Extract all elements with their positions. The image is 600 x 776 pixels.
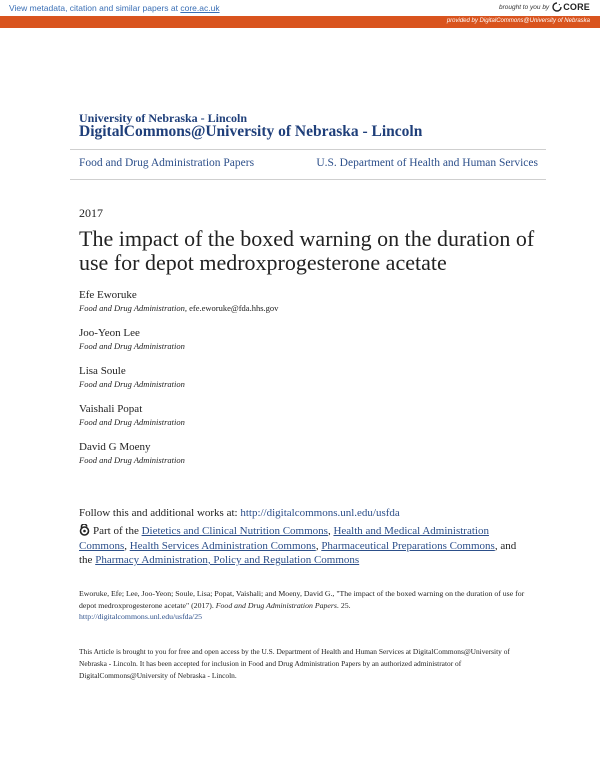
core-provided-bar xyxy=(0,16,600,28)
follow-text: Follow this and additional works at: xyxy=(79,507,241,519)
core-link-site: core.ac.uk xyxy=(180,3,220,13)
author-affiliation: Food and Drug Administration, efe.eworuke@fda.hhs.gov xyxy=(79,303,279,313)
author-affiliation: Food and Drug Administration xyxy=(79,455,185,465)
commons-link[interactable]: Pharmacy Administration, Policy and Regulation Commons xyxy=(95,554,360,566)
core-logo-text: CORE xyxy=(563,2,590,12)
core-logo-icon xyxy=(552,2,562,12)
core-logo[interactable] xyxy=(552,2,590,12)
core-link-prefix: View metadata, citation and similar papers at xyxy=(9,3,181,13)
author-name[interactable]: Joo-Yeon Lee xyxy=(79,327,140,339)
institution-name: University of Nebraska - Lincoln xyxy=(79,111,247,125)
provided-by-text: provided by DigitalCommons@University of Nebraska xyxy=(446,17,590,24)
publication-year: 2017 xyxy=(79,206,103,220)
commons-link[interactable]: Health and Medical Administration Commons xyxy=(79,525,489,552)
author-item xyxy=(79,403,549,441)
part-of-commons: Part of the Dietetics and Clinical Nutrition Commons, Health and Medical Administration Commons, Health Services Administration Commons, Pharmaceutical Preparations Commons, and the Pharmacy Administration, Policy and Regulation Commons xyxy=(79,525,517,566)
citation-url-link[interactable]: http://digitalcommons.unl.edu/usfda/25 xyxy=(79,612,203,621)
author-name[interactable]: David G Moeny xyxy=(79,441,151,453)
core-banner xyxy=(0,0,600,28)
author-list xyxy=(79,289,549,479)
open-access-icon xyxy=(79,524,90,536)
citation-text: Eworuke, Efe; Lee, Joo-Yeon; Soule, Lisa; Popat, Vaishali; and Moeny, David G., "The impact of the boxed warning on the duration of use for depot medroxprogesterone acetate" (2017). xyxy=(79,589,525,610)
citation-journal: Food and Drug Administration Papers xyxy=(215,600,337,610)
commons-link[interactable]: Health Services Administration Commons xyxy=(129,539,316,552)
author-affiliation: Food and Drug Administration xyxy=(79,379,185,389)
author-item xyxy=(79,365,549,403)
part-prefix: Part of the xyxy=(93,525,142,537)
commons-link[interactable]: Dietetics and Clinical Nutrition Commons xyxy=(141,525,328,537)
core-top-bar xyxy=(0,0,600,16)
access-notice: This Article is brought to you for free and open access by the U.S. Department of Health and Human Services at DigitalCommons@University of Nebraska - Lincoln. It has been accepted for inclusion in Food and Drug Administration Papers by an authorized administrator of DigitalCommons@University of Nebraska - Lincoln. xyxy=(79,647,510,680)
author-email[interactable]: efe.eworuke@fda.hhs.gov xyxy=(189,303,279,313)
core-branding xyxy=(499,2,590,12)
repository-name[interactable]: DigitalCommons@University of Nebraska - Lincoln xyxy=(79,123,423,140)
paper-title: The impact of the boxed warning on the duration of use for depot medroxprogesterone acetate xyxy=(79,226,535,275)
citation-suffix: . 25. xyxy=(336,600,351,610)
author-name[interactable]: Efe Eworuke xyxy=(79,289,137,301)
commons-link[interactable]: Pharmaceutical Preparations Commons xyxy=(321,539,495,552)
recommended-citation xyxy=(79,588,525,623)
core-metadata-link[interactable] xyxy=(9,3,220,13)
brought-to-you-text: brought to you by xyxy=(498,3,550,11)
author-item xyxy=(79,327,549,365)
divider-bottom xyxy=(70,179,546,180)
author-affiliation: Food and Drug Administration xyxy=(79,417,185,427)
follow-url-link[interactable]: http://digitalcommons.unl.edu/usfda xyxy=(240,507,400,519)
author-item xyxy=(79,289,549,327)
author-name[interactable]: Vaishali Popat xyxy=(79,403,143,415)
follow-works xyxy=(79,507,400,519)
author-affiliation: Food and Drug Administration xyxy=(79,341,185,351)
nav-department-link[interactable]: U.S. Department of Health and Human Services xyxy=(316,157,538,169)
author-item xyxy=(79,441,549,479)
nav-series-link[interactable]: Food and Drug Administration Papers xyxy=(79,157,255,169)
divider-top xyxy=(70,149,546,150)
author-name[interactable]: Lisa Soule xyxy=(79,365,126,377)
